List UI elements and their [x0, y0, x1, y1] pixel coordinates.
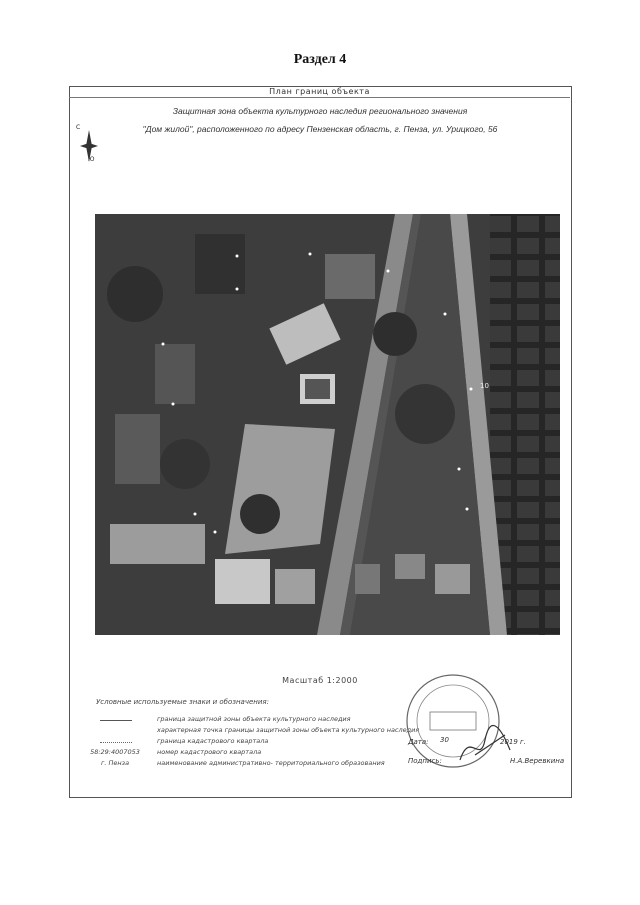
- map-point-label: 10: [480, 382, 489, 390]
- legend-item: [80, 748, 410, 758]
- legend-item-symbol: 58:29:4007053: [90, 748, 140, 756]
- subtitle-line-2: "Дом жилой", расположенного по адресу Пензенская область, г. Пенза, ул. Урицкого, 56: [142, 124, 498, 134]
- legend-item-text: наименование административно- территориального образования: [157, 759, 385, 767]
- date-label: Дата:: [408, 738, 429, 746]
- section-title: Раздел 4: [293, 52, 347, 67]
- legend-item: [80, 715, 410, 725]
- map-scale: Масштаб 1:2000: [282, 676, 358, 685]
- legend-item-text: граница кадастрового квартала: [157, 737, 269, 745]
- legend-item-text: номер кадастрового квартала: [157, 748, 262, 756]
- date-year: 2019 г.: [500, 738, 526, 746]
- compass-south-label: Ю: [88, 156, 95, 163]
- aerial-map-photo: [95, 214, 560, 635]
- subtitle-line-1: Защитная зона объекта культурного наследия регионального значения: [172, 106, 468, 116]
- legend-item-symbol: г. Пенза: [100, 759, 130, 767]
- legend-dotted-symbol: [100, 742, 132, 743]
- signatory-name: Н.А.Веревкина: [510, 757, 565, 765]
- date-value: 30: [440, 736, 449, 744]
- compass-icon: [78, 126, 100, 166]
- signature-label: Подпись:: [408, 757, 442, 765]
- plan-header: План границ объекта: [69, 86, 570, 98]
- legend-title: Условные используемые знаки и обозначения:: [96, 698, 269, 706]
- legend-item-text: граница защитной зоны объекта культурного наследия: [157, 715, 351, 723]
- legend-item: [80, 726, 420, 736]
- legend-item: [80, 759, 410, 769]
- compass-north-label: С: [76, 124, 81, 131]
- legend-line-symbol: [100, 720, 132, 721]
- legend-item-text: характерная точка границы защитной зоны объекта культурного наследия: [157, 726, 420, 734]
- handwritten-signature: [455, 720, 515, 770]
- legend-item: [80, 737, 410, 747]
